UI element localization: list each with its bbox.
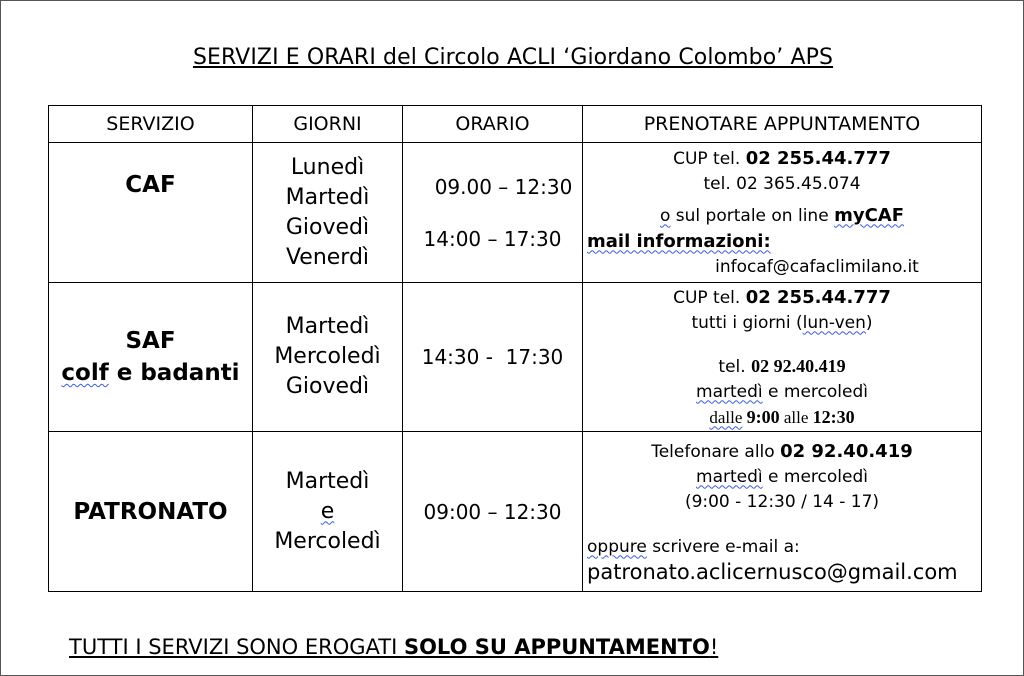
table-row-patronato bbox=[49, 432, 982, 592]
days-a: martedì bbox=[696, 466, 763, 487]
cup-label: CUP tel. bbox=[673, 287, 746, 308]
booking-line bbox=[583, 285, 981, 311]
booking-line bbox=[583, 354, 981, 380]
mail-address[interactable]: infocaf@cafaclimilano.it bbox=[715, 256, 919, 277]
call-label: Telefonare allo bbox=[651, 441, 781, 462]
table-header-row bbox=[49, 106, 982, 143]
day-line: Venerdì bbox=[285, 244, 370, 270]
footer-suffix: ! bbox=[709, 635, 719, 659]
days-saf bbox=[253, 283, 403, 432]
table-row-saf bbox=[49, 283, 982, 432]
or-word: oppure bbox=[587, 536, 647, 557]
call-number: 02 92.40.419 bbox=[780, 440, 913, 462]
hours-caf bbox=[403, 143, 583, 283]
header-service: SERVIZIO bbox=[49, 106, 253, 143]
booking-line: tel. 02 365.45.074 bbox=[703, 173, 861, 194]
hours-line: 09:00 – 12:30 bbox=[423, 499, 562, 524]
days-b: e mercoledì bbox=[762, 466, 868, 487]
hours-line: 14:00 – 17:30 bbox=[423, 226, 562, 251]
booking-line bbox=[583, 439, 981, 465]
or-rest: scrivere e-mail a: bbox=[646, 536, 800, 557]
cup-number: 02 255.44.777 bbox=[745, 147, 891, 169]
table-row-caf bbox=[49, 143, 982, 283]
booking-line bbox=[583, 203, 981, 229]
booking-line bbox=[583, 380, 981, 405]
tel-label: tel. bbox=[718, 356, 752, 377]
hours-patronato bbox=[403, 432, 583, 592]
footer-bold: SOLO SU APPUNTAMENTO bbox=[403, 635, 710, 659]
everyday-b: lun-ven bbox=[802, 312, 866, 333]
service-colf: colf bbox=[61, 360, 109, 386]
time-dalle: dalle bbox=[709, 407, 743, 427]
time-to: 12:30 bbox=[812, 406, 855, 427]
header-days: GIORNI bbox=[253, 106, 403, 143]
day-line: Mercoledì bbox=[274, 528, 381, 554]
day-line: Martedì bbox=[285, 314, 370, 339]
everyday-a: tutti i giorni ( bbox=[691, 312, 803, 333]
booking-line: (9:00 - 12:30 / 14 - 17) bbox=[684, 491, 880, 512]
time-alle: alle bbox=[779, 407, 813, 427]
everyday-c: ) bbox=[865, 312, 873, 333]
day-line: Mercoledì bbox=[274, 344, 381, 369]
service-caf bbox=[49, 143, 253, 283]
header-hours: ORARIO bbox=[403, 106, 583, 143]
booking-caf bbox=[583, 143, 982, 283]
booking-line bbox=[583, 311, 981, 336]
day-line: Lunedì bbox=[290, 154, 365, 180]
days-b: e mercoledì bbox=[762, 381, 868, 402]
footer-prefix: TUTTI I SERVIZI SONO EROGATI bbox=[69, 635, 404, 659]
day-line: e bbox=[320, 498, 335, 524]
booking-line bbox=[583, 146, 981, 172]
service-saf-sublabel bbox=[49, 357, 252, 389]
services-table bbox=[48, 105, 982, 592]
day-line: Martedì bbox=[285, 468, 370, 494]
portal-name: myCAF bbox=[834, 204, 905, 226]
day-line: Giovedì bbox=[285, 214, 370, 240]
days-a: martedì bbox=[696, 381, 763, 402]
cup-number: 02 255.44.777 bbox=[745, 286, 891, 308]
hours-saf bbox=[403, 283, 583, 432]
time-from: 9:00 bbox=[746, 406, 780, 427]
hours-line: 14:30 - 17:30 bbox=[421, 345, 564, 369]
booking-line bbox=[583, 229, 981, 255]
service-rest: e badanti bbox=[108, 360, 240, 386]
day-line: Martedì bbox=[285, 184, 370, 210]
tel-number: 02 92.40.419 bbox=[751, 355, 846, 376]
service-patronato bbox=[49, 432, 253, 592]
days-patronato bbox=[253, 432, 403, 592]
portal-text: sul portale on line bbox=[670, 205, 835, 226]
booking-line bbox=[583, 535, 981, 560]
booking-saf bbox=[583, 283, 982, 432]
booking-patronato bbox=[583, 432, 982, 592]
day-line: Giovedì bbox=[285, 374, 370, 399]
service-saf bbox=[49, 283, 253, 432]
booking-line bbox=[583, 405, 981, 430]
service-patronato-label: PATRONATO bbox=[73, 498, 228, 525]
service-saf-label: SAF bbox=[125, 328, 176, 354]
page-title: SERVIZI E ORARI del Circolo ACLI ‘Giordano Colombo’ APS bbox=[192, 45, 834, 70]
header-booking: PRENOTARE APPUNTAMENTO bbox=[583, 106, 982, 143]
booking-line bbox=[583, 465, 981, 490]
footer-note bbox=[69, 635, 718, 659]
email-link[interactable]: patronato.aclicernusco@gmail.com bbox=[587, 559, 958, 584]
service-caf-label: CAF bbox=[125, 171, 176, 198]
mail-label: mail informazioni: bbox=[587, 230, 771, 252]
hours-line: 09.00 – 12:30 bbox=[434, 174, 573, 199]
days-caf bbox=[253, 143, 403, 283]
cup-label: CUP tel. bbox=[673, 148, 746, 169]
portal-o: o bbox=[659, 205, 671, 226]
